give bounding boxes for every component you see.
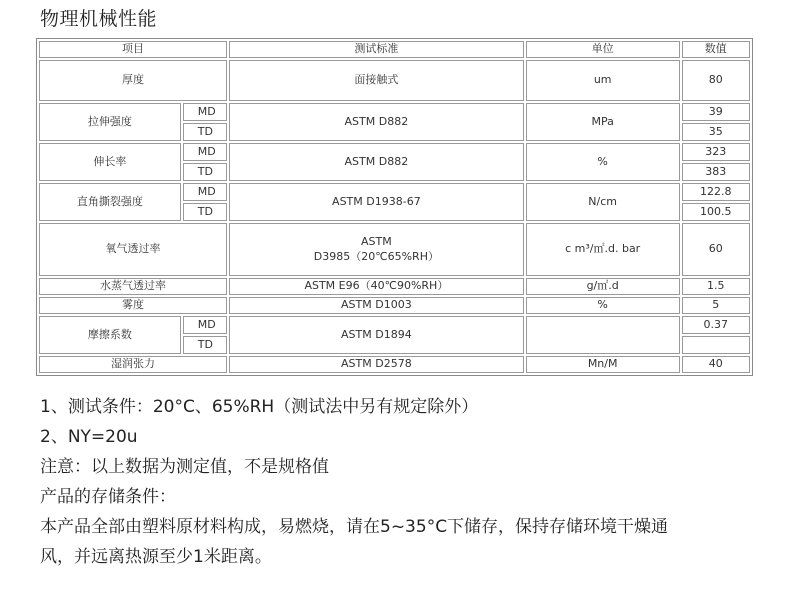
note-test-conditions: 1、测试条件：20°C、65%RH（测试法中另有规定除外） <box>40 397 479 417</box>
row-standard: ASTM D1938-67 <box>229 183 524 221</box>
row-item: 氧气透过率 <box>39 223 227 276</box>
row-direction-td: TD <box>183 123 227 141</box>
row-value: 80 <box>682 60 750 101</box>
header-standard: 测试标准 <box>229 41 524 58</box>
row-value-md: 323 <box>682 143 750 161</box>
row-value-td: 35 <box>682 123 750 141</box>
row-unit: Mn/M <box>526 356 680 373</box>
properties-table <box>36 38 753 376</box>
header-item: 项目 <box>39 41 227 58</box>
row-standard: ASTM D1003 <box>229 297 524 314</box>
row-unit: g/㎡.d <box>526 278 680 295</box>
table-row <box>39 316 750 334</box>
row-value: 1.5 <box>682 278 750 295</box>
notes-section <box>40 392 700 572</box>
row-direction-md: MD <box>183 183 227 201</box>
table-row <box>39 223 750 276</box>
row-value-td: 383 <box>682 163 750 181</box>
row-standard: ASTM E96（40℃90%RH） <box>229 278 524 295</box>
row-value: 40 <box>682 356 750 373</box>
row-value: 5 <box>682 297 750 314</box>
row-item: 摩擦系数 <box>39 316 181 354</box>
row-item: 雾度 <box>39 297 227 314</box>
row-standard: 面接触式 <box>229 60 524 101</box>
row-direction-td: TD <box>183 336 227 354</box>
row-unit: N/cm <box>526 183 680 221</box>
row-standard: ASTM D882 <box>229 143 524 181</box>
table-row <box>39 103 750 121</box>
row-direction-td: TD <box>183 163 227 181</box>
row-item: 水蒸气透过率 <box>39 278 227 295</box>
table-row <box>39 183 750 201</box>
row-item: 伸长率 <box>39 143 181 181</box>
row-standard: ASTM D2578 <box>229 356 524 373</box>
table-row <box>39 60 750 101</box>
row-direction-md: MD <box>183 316 227 334</box>
row-unit: MPa <box>526 103 680 141</box>
row-unit: c m³/㎡.d. bar <box>526 223 680 276</box>
row-value-td: 100.5 <box>682 203 750 221</box>
row-standard-line2: D3985（20℃65%RH） <box>313 249 439 263</box>
row-standard: ASTM D882 <box>229 103 524 141</box>
row-standard <box>229 223 524 276</box>
row-item: 直角撕裂强度 <box>39 183 181 221</box>
row-value-md: 39 <box>682 103 750 121</box>
row-unit: um <box>526 60 680 101</box>
row-direction-md: MD <box>183 143 227 161</box>
row-item: 拉伸强度 <box>39 103 181 141</box>
row-value: 60 <box>682 223 750 276</box>
table-row <box>39 297 750 314</box>
row-unit: % <box>526 143 680 181</box>
table-row <box>39 356 750 373</box>
note-ny: 2、NY=20u <box>40 427 138 447</box>
row-unit: % <box>526 297 680 314</box>
note-storage-heading: 产品的存储条件： <box>40 487 176 507</box>
header-value: 数值 <box>682 41 750 58</box>
note-storage-text: 本产品全部由塑料原材料构成，易燃烧，请在5~35°C下储存，保持存储环境干燥通风，并远离热源至少1米距离。 <box>40 517 669 567</box>
table-row <box>39 143 750 161</box>
row-item: 湿润张力 <box>39 356 227 373</box>
table-header-row <box>39 41 750 58</box>
row-unit <box>526 316 680 354</box>
row-direction-md: MD <box>183 103 227 121</box>
row-standard-line1: ASTM <box>361 235 392 249</box>
note-attention: 注意：以上数据为测定值，不是规格值 <box>40 457 329 477</box>
row-standard: ASTM D1894 <box>229 316 524 354</box>
row-value-md: 0.37 <box>682 316 750 334</box>
header-unit: 单位 <box>526 41 680 58</box>
row-direction-td: TD <box>183 203 227 221</box>
row-item: 厚度 <box>39 60 227 101</box>
table-row <box>39 278 750 295</box>
page-title: 物理机械性能 <box>40 8 158 30</box>
row-value-md: 122.8 <box>682 183 750 201</box>
row-value-td <box>682 336 750 354</box>
